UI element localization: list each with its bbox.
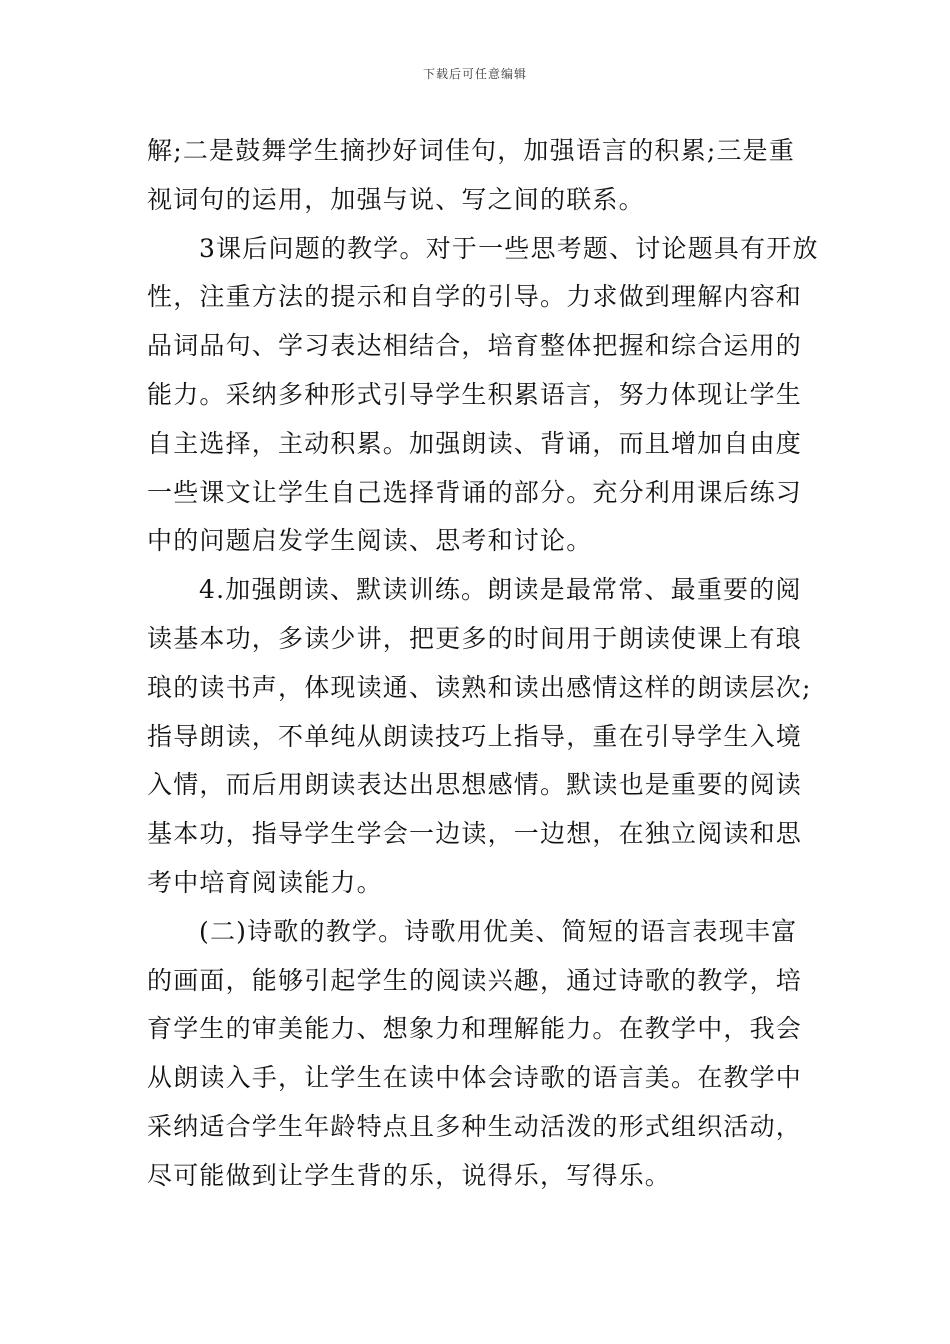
text-line: 育学生的审美能力、想象力和理解能力。在教学中，我会 xyxy=(147,1014,803,1044)
paragraph-reading-training xyxy=(147,566,812,908)
text-line: 的画面，能够引起学生的阅读兴趣，通过诗歌的教学，培 xyxy=(147,965,803,995)
document-body xyxy=(147,127,819,1201)
text-line: 读基本功，多读少讲，把更多的时间用于朗读使课上有琅 xyxy=(147,623,803,653)
paragraph-vocabulary-continuation xyxy=(147,127,807,225)
page-header: 下载后可任意编辑 xyxy=(422,67,527,81)
text-line: 入情，而后用朗读表达出思想感情。默读也是重要的阅读 xyxy=(147,770,803,800)
text-line: 3课后问题的教学。对于一些思考题、讨论题具有开放 xyxy=(199,233,819,263)
text-line: 一些课文让学生自己选择背诵的部分。充分利用课后练习 xyxy=(147,477,803,507)
text-line: 琅的读书声，体现读通、读熟和读出感情这样的朗读层次; xyxy=(147,672,812,702)
paragraph-after-class-questions xyxy=(147,225,819,567)
text-line: 视词句的运用，加强与说、写之间的联系。 xyxy=(147,184,645,214)
text-line: 自主选择，主动积累。加强朗读、背诵，而且增加自由度 xyxy=(147,428,803,458)
text-line: 考中培育阅读能力。 xyxy=(147,867,383,897)
text-line: 采纳适合学生年龄特点且多种生动活泼的形式组织活动， xyxy=(147,1111,803,1141)
text-line: 品词品句、学习表达相结合，培育整体把握和综合运用的 xyxy=(147,331,803,361)
paragraph-poetry-teaching xyxy=(147,908,807,1201)
text-line: 指导朗读，不单纯从朗读技巧上指导，重在引导学生入境 xyxy=(147,721,803,751)
text-line: 基本功，指导学生学会一边读，一边想，在独立阅读和思 xyxy=(147,819,803,849)
text-line: 中的问题启发学生阅读、思考和讨论。 xyxy=(147,526,593,556)
text-line: 从朗读入手，让学生在读中体会诗歌的语言美。在教学中 xyxy=(147,1063,803,1093)
text-line: 尽可能做到让学生背的乐，说得乐，写得乐。 xyxy=(147,1160,672,1190)
text-line: 4.加强朗读、默读训练。朗读是最常常、最重要的阅 xyxy=(199,575,802,605)
text-line: 性，注重方法的提示和自学的引导。力求做到理解内容和 xyxy=(147,282,803,312)
text-line: 解;二是鼓舞学生摘抄好词佳句，加强语言的积累;三是重 xyxy=(147,136,796,165)
text-line: 能力。采纳多种形式引导学生积累语言，努力体现让学生 xyxy=(147,379,803,409)
text-line: (二)诗歌的教学。诗歌用优美、简短的语言表现丰富 xyxy=(199,916,798,946)
